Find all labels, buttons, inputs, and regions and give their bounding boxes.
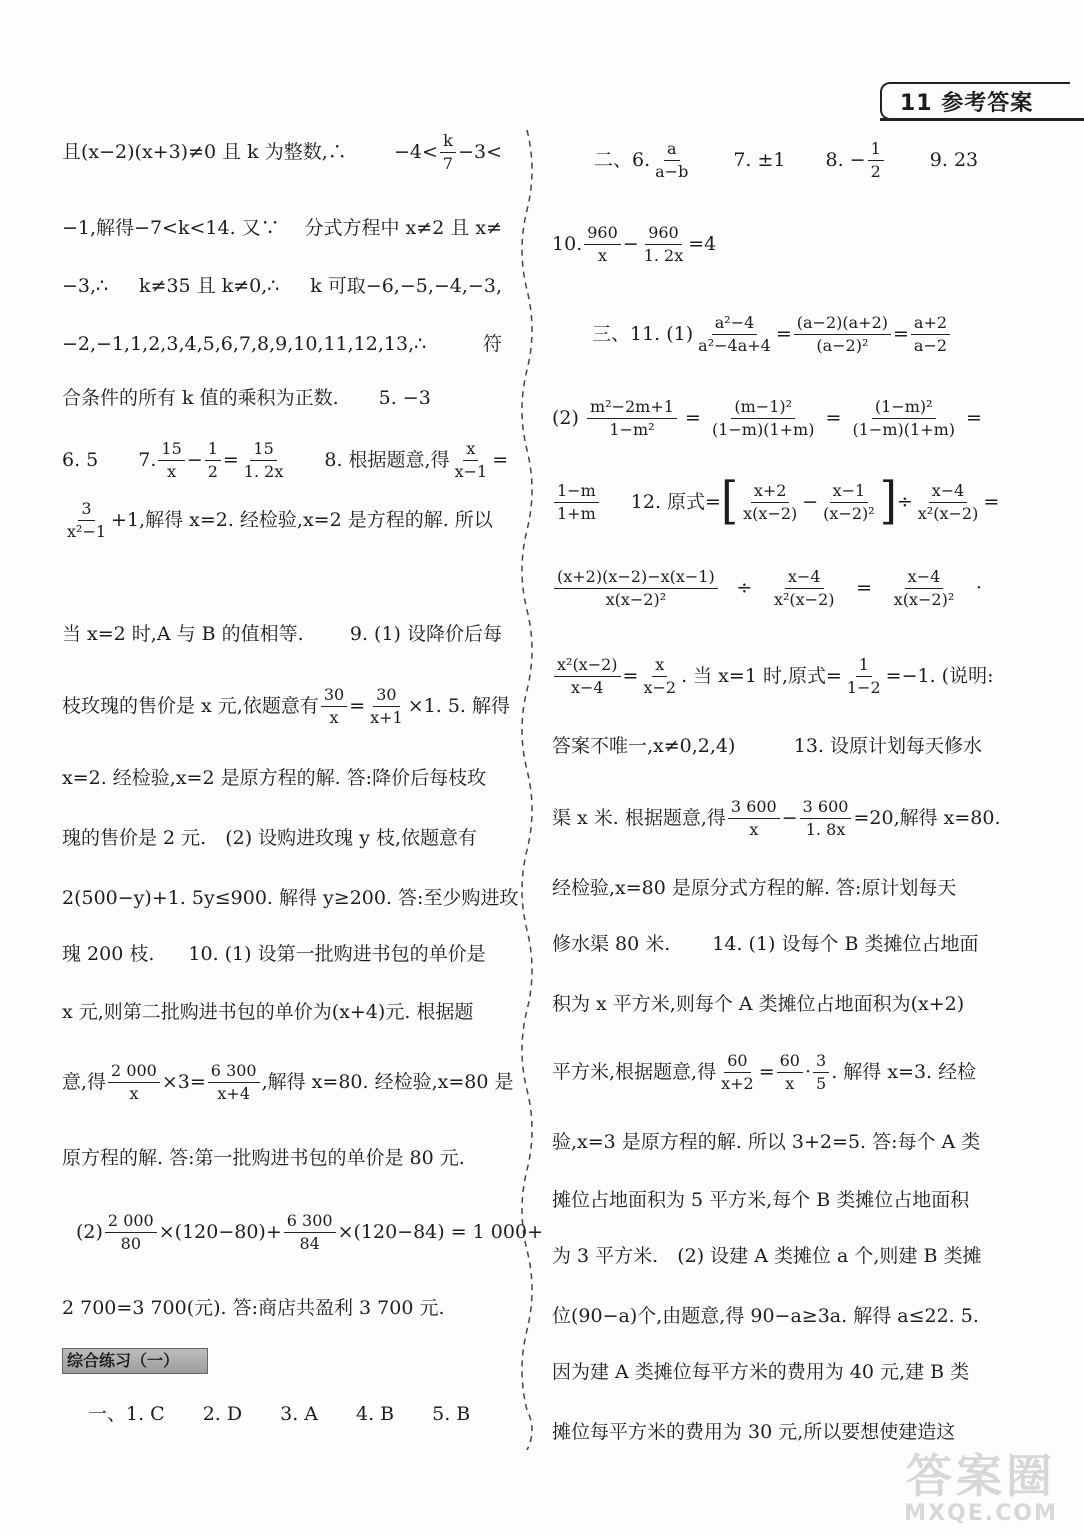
text-span: ×1. 5. 解得 — [407, 695, 510, 717]
fraction — [820, 481, 878, 524]
text-line — [62, 1136, 502, 1180]
denominator: x — [597, 245, 607, 265]
text-span: − — [622, 233, 639, 255]
text-span: =20,解得 x=80. — [853, 807, 1001, 829]
fraction — [777, 1051, 803, 1094]
numerator: k — [440, 131, 456, 153]
denominator: x+1 — [370, 707, 403, 727]
numerator: 60 — [724, 1051, 750, 1073]
numerator: 60 — [777, 1051, 803, 1073]
text-span: 摊位占地面积为 5 平方米,每个 B 类摊位占地面积 — [552, 1189, 970, 1211]
numerator: a+2 — [911, 313, 950, 335]
text-line — [62, 684, 510, 728]
numerator: 1−m — [554, 481, 599, 503]
numerator: 15 — [158, 439, 184, 461]
text-span: −3< — [458, 140, 502, 163]
denominator: 1−2 — [846, 677, 881, 697]
fraction — [652, 139, 691, 182]
fraction — [850, 397, 958, 440]
text-span: 13. 设原计划每天修水 — [793, 735, 982, 757]
fraction — [554, 481, 599, 524]
text-line — [62, 932, 502, 976]
denominator: 80 — [120, 1233, 141, 1253]
denominator: 2 — [870, 161, 881, 181]
fraction — [440, 131, 456, 174]
numerator: 6 300 — [284, 1211, 336, 1233]
fraction — [813, 1051, 829, 1094]
text-span: 因为建 A 类摊位每平方米的费用为 40 元,建 B 类 — [552, 1361, 970, 1383]
text-line — [62, 612, 502, 656]
watermark-logo-text: 答案圈 — [906, 1448, 1056, 1503]
text-span: 10. — [552, 233, 583, 255]
text-line — [62, 756, 502, 800]
right-bracket: ] — [879, 472, 897, 531]
text-line — [552, 866, 982, 910]
denominator: 1. 8x — [805, 819, 846, 839]
numerator: a²−4 — [712, 313, 758, 335]
numerator: 15 — [250, 439, 276, 461]
text-span: −4< — [393, 140, 438, 163]
fraction — [321, 685, 347, 728]
header-rule — [880, 118, 1084, 121]
fraction — [740, 481, 800, 524]
text-span: . 解得 x=3. 经检 — [831, 1061, 977, 1083]
fraction — [64, 499, 109, 542]
denominator: x²(x−2) — [917, 503, 979, 523]
numerator: 960 — [645, 223, 682, 245]
numerator: 6 300 — [208, 1061, 260, 1083]
text-span: 平方米,根据题意,得 — [552, 1061, 717, 1083]
text-span: −1,解得−7<k<14. 又∵ — [62, 217, 280, 239]
numerator: 2 000 — [105, 1211, 157, 1233]
text-line — [62, 264, 502, 308]
text-span: 瑰 200 枝. — [62, 943, 155, 965]
text-line — [62, 438, 509, 482]
text-line — [552, 982, 982, 1026]
text-line — [62, 130, 502, 174]
text-line — [62, 1392, 502, 1436]
section-label: 综合练习（一） — [62, 1348, 208, 1374]
text-span: 经检验,x=80 是原分式方程的解. 答:原计划每天 — [552, 877, 957, 899]
denominator: x−4 — [570, 677, 604, 697]
text-span: = — [622, 665, 639, 687]
numerator: 30 — [321, 685, 347, 707]
numerator: 1 — [856, 655, 872, 677]
numerator: x−4 — [929, 481, 968, 503]
text-span: 积为 x 平方米,则每个 A 类摊位占地面积为(x+2) — [552, 993, 965, 1015]
text-line — [552, 1120, 982, 1164]
text-span: 为 3 平方米. (2) 设建 A 类摊位 a 个,则建 B 类摊 — [552, 1245, 982, 1267]
text-line — [552, 1294, 982, 1338]
denominator: x — [167, 461, 177, 481]
numerator: x — [652, 655, 667, 677]
text-line — [552, 138, 982, 182]
numerator: (1−m)² — [872, 397, 936, 419]
page-header-title: 11 参考答案 — [900, 90, 1034, 116]
fraction — [108, 1061, 160, 1104]
text-span: −3,∴ — [62, 275, 109, 297]
fraction — [554, 655, 621, 698]
fraction — [844, 655, 884, 698]
text-span: = — [758, 1061, 775, 1083]
text-span: −2,−1,1,2,3,4,5,6,7,8,9,10,11,12,13,∴ — [62, 333, 427, 355]
text-span: ×(120−80)+ — [158, 1221, 282, 1243]
numerator: 3 — [813, 1051, 829, 1073]
text-span: ,解得 x=80. 经检验,x=80 是 — [261, 1071, 514, 1093]
text-span: ÷ — [896, 491, 913, 513]
text-span: = — [983, 491, 1000, 513]
numerator: m²−2m+1 — [587, 397, 677, 419]
denominator: 84 — [299, 1233, 320, 1253]
text-span: 一、1. C 2. D 3. A 4. B 5. B — [88, 1403, 471, 1425]
text-span: 原方程的解. 答:第一批购进书包的单价是 80 元. — [62, 1147, 465, 1169]
text-line — [552, 472, 1000, 531]
denominator: x — [129, 1083, 139, 1103]
text-span: = — [684, 407, 701, 429]
text-span: k≠35 且 k≠0,∴ — [139, 275, 280, 297]
text-span: 5. −3 — [378, 387, 431, 409]
text-span: ×3= — [161, 1071, 206, 1093]
text-line — [62, 990, 502, 1034]
text-span: 合条件的所有 k 值的乘积为正数. — [62, 387, 339, 409]
fraction — [452, 439, 491, 482]
numerator: x — [463, 439, 478, 461]
text-span: = — [492, 449, 509, 471]
text-span: 位(90−a)个,由题意,得 90−a≥3a. 解得 a≤22. 5. — [552, 1305, 979, 1327]
text-span: − — [781, 807, 798, 829]
text-span: 瑰的售价是 2 元. (2) 设购进玫瑰 y 枝,依题意有 — [62, 827, 478, 849]
fraction — [771, 567, 838, 610]
text-span: 10. (1) 设第一批购进书包的单价是 — [188, 943, 486, 965]
numerator: a — [664, 139, 680, 161]
denominator: x²−1 — [67, 521, 107, 541]
text-span: x 元,则第二批购进书包的单价为(x+4)元. 根据题 — [62, 1001, 474, 1023]
text-span: k 可取−6,−5,−4,−3, — [310, 275, 502, 297]
denominator: x — [749, 819, 759, 839]
text-line — [62, 1060, 514, 1104]
page-header-tab — [880, 82, 1070, 120]
numerator: (a−2)(a+2) — [794, 313, 891, 335]
text-span: 14. (1) 设每个 B 类摊位占地面 — [712, 933, 979, 955]
text-line — [552, 1350, 982, 1394]
text-span: = — [892, 323, 909, 345]
text-span: 当 x=2 时,A 与 B 的值相等. — [62, 623, 304, 645]
text-span: · — [975, 577, 982, 599]
fraction — [367, 685, 406, 728]
text-span: (2) — [552, 407, 579, 429]
denominator: (1−m)(1+m) — [711, 419, 815, 439]
text-span: 二、6. — [594, 149, 651, 171]
text-span: 渠 x 米. 根据题意,得 — [552, 807, 726, 829]
text-span: 摊位每平方米的费用为 30 元,所以要想使建造这 — [552, 1421, 956, 1443]
text-span: 答案不唯一,x≠0,2,4) — [552, 735, 736, 757]
text-span: ×(120−84) = 1 000+ — [337, 1221, 543, 1243]
text-line — [552, 796, 1001, 840]
denominator: a−2 — [913, 335, 948, 355]
fraction — [640, 655, 679, 698]
denominator: a²−4a+4 — [698, 335, 771, 355]
fraction — [105, 1211, 157, 1254]
numerator: 3 600 — [800, 797, 852, 819]
fraction — [891, 567, 958, 610]
denominator: x+4 — [217, 1083, 250, 1103]
denominator: 1−m² — [609, 419, 655, 439]
denominator: 1. 2x — [643, 245, 684, 265]
fraction — [868, 139, 884, 182]
text-span: 符 — [482, 333, 502, 355]
text-span: 6. 5 — [62, 449, 99, 471]
text-line — [552, 396, 982, 440]
text-span: = — [349, 695, 366, 717]
fraction — [911, 313, 950, 356]
fraction — [584, 223, 621, 266]
text-span: +1,解得 x=2. 经检验,x=2 是方程的解. 所以 — [111, 509, 493, 531]
text-span: − — [802, 491, 819, 513]
numerator: 3 — [78, 499, 94, 521]
text-span: 修水渠 80 米. — [552, 933, 671, 955]
text-line — [552, 1050, 982, 1094]
numerator: 1 — [205, 439, 221, 461]
text-span: 12. 原式= — [630, 491, 721, 513]
fraction — [587, 397, 677, 440]
text-span: 验,x=3 是原方程的解. 所以 3+2=5. 答:每个 A 类 — [552, 1131, 981, 1153]
numerator: 3 600 — [728, 797, 780, 819]
fraction — [554, 567, 718, 610]
text-line — [552, 1234, 982, 1278]
text-span: ÷ — [736, 577, 753, 599]
fraction — [794, 313, 891, 356]
denominator: x−2 — [643, 677, 677, 697]
text-line — [552, 222, 982, 266]
text-span: = — [222, 449, 239, 471]
denominator: a−b — [655, 161, 689, 181]
fraction — [205, 439, 221, 482]
text-line — [62, 1210, 543, 1254]
denominator: x(x−2)² — [893, 589, 955, 609]
fraction — [718, 1051, 757, 1094]
fraction — [728, 797, 780, 840]
text-line — [552, 654, 994, 698]
denominator: 7 — [442, 154, 454, 174]
text-line — [552, 312, 982, 356]
numerator: x−4 — [785, 567, 824, 589]
text-span: =−1. (说明: — [885, 665, 994, 687]
text-span: 8. − — [825, 149, 866, 171]
denominator: x²(x−2) — [773, 589, 835, 609]
text-line — [62, 206, 502, 250]
numerator: (x+2)(x−2)−x(x−1) — [554, 567, 718, 589]
numerator: 30 — [373, 685, 399, 707]
denominator: 1. 2x — [243, 461, 284, 481]
text-line — [62, 498, 502, 542]
denominator: (x−2)² — [823, 503, 875, 523]
text-span: =4 — [688, 233, 717, 255]
fraction — [641, 223, 687, 266]
watermark-url: MXQE.COM — [904, 1500, 1058, 1526]
text-span: 7. — [138, 449, 157, 471]
denominator: x — [785, 1073, 795, 1093]
text-line — [62, 816, 502, 860]
fraction — [800, 797, 852, 840]
site-watermark — [886, 1448, 1076, 1528]
text-line — [62, 876, 519, 920]
fraction — [695, 313, 774, 356]
left-bracket: [ — [720, 472, 739, 531]
text-line — [62, 322, 502, 366]
fraction — [284, 1211, 336, 1254]
text-line — [62, 1286, 502, 1330]
numerator: x−4 — [905, 567, 944, 589]
text-span: 8. 根据题意,得 — [324, 449, 450, 471]
numerator: 1 — [868, 139, 884, 161]
denominator: 5 — [816, 1073, 827, 1093]
fraction — [241, 439, 287, 482]
numerator: x−1 — [830, 481, 869, 503]
denominator: (a−2)² — [816, 335, 869, 355]
denominator: 2 — [207, 461, 218, 481]
text-span: x=2. 经检验,x=2 是原方程的解. 答:降价后每枝玫 — [62, 767, 487, 789]
text-span — [394, 130, 502, 175]
numerator: x+2 — [751, 481, 790, 503]
text-span: 三、11. (1) — [592, 323, 694, 345]
text-span: − — [186, 449, 203, 471]
fraction — [158, 439, 184, 482]
text-span: 且(x−2)(x+3)≠0 且 k 为整数,∴ — [62, 141, 347, 163]
denominator: x — [329, 707, 339, 727]
text-span: 分式方程中 x≠2 且 x≠ — [304, 217, 502, 239]
text-span: 枝玫瑰的售价是 x 元,依题意有 — [62, 695, 319, 717]
text-line — [552, 922, 982, 966]
text-span: 9. 23 — [929, 149, 979, 171]
text-span: = — [775, 323, 792, 345]
numerator: x²(x−2) — [554, 655, 621, 677]
text-span: = — [856, 577, 873, 599]
text-span: 7. ±1 — [733, 149, 786, 171]
text-line — [552, 566, 982, 610]
denominator: x(x−2) — [743, 503, 798, 523]
text-span: . 当 x=1 时,原式= — [681, 665, 842, 687]
fraction — [208, 1061, 260, 1104]
text-span: = — [966, 407, 982, 429]
text-span: 意,得 — [62, 1071, 107, 1093]
text-line — [552, 1178, 982, 1222]
denominator: (1−m)(1+m) — [852, 419, 955, 439]
numerator: 2 000 — [108, 1061, 160, 1083]
text-span: = — [825, 407, 842, 429]
text-span: 2(500−y)+1. 5y≤900. 解得 y≥200. 答:至少购进玫 — [62, 887, 519, 909]
text-span: 9. (1) 设降价后每 — [349, 623, 502, 645]
denominator: 1+m — [557, 503, 596, 523]
text-span: 2 700=3 700(元). 答:商店共盈利 3 700 元. — [62, 1297, 445, 1319]
numerator: (m−1)² — [731, 397, 795, 419]
text-line — [552, 724, 982, 768]
fraction — [709, 397, 817, 440]
fraction — [915, 481, 982, 524]
denominator: x−1 — [454, 461, 488, 481]
text-line — [62, 376, 502, 420]
denominator: x(x−2)² — [605, 589, 667, 609]
numerator: 960 — [584, 223, 621, 245]
text-span: · — [804, 1061, 812, 1083]
denominator: x+2 — [721, 1073, 754, 1093]
text-span: (2) — [76, 1221, 103, 1243]
